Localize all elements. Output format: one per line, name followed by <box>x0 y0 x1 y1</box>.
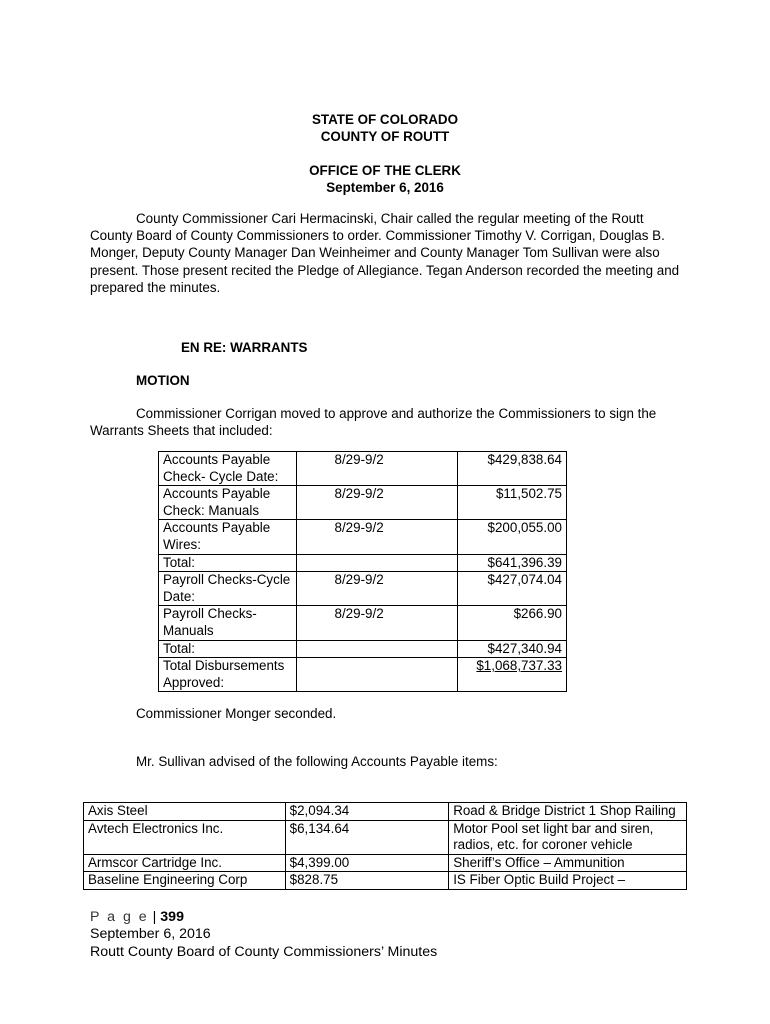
warrant-dates: 8/29-9/2 <box>297 520 457 554</box>
warrant-label: Total Disbursements Approved: <box>159 658 297 692</box>
warrant-label: Total: <box>159 554 297 572</box>
table-row <box>159 658 567 692</box>
table-row <box>159 640 567 658</box>
table-row <box>84 820 687 854</box>
page-separator: | <box>152 909 161 925</box>
warrant-label: Payroll Checks-Cycle Date: <box>159 572 297 606</box>
table-row <box>159 452 567 486</box>
footer-date: September 6, 2016 <box>90 926 211 942</box>
payable-amount: $6,134.64 <box>285 820 449 854</box>
payable-amount: $2,094.34 <box>285 803 449 821</box>
table-row <box>84 872 687 890</box>
warrant-label: Total: <box>159 640 297 658</box>
sullivan-note: Mr. Sullivan advised of the following Accounts Payable items: <box>136 754 498 769</box>
motion-paragraph: Commissioner Corrigan moved to approve and authorize the Commissioners to sign the Warrants Sheets that included: <box>90 406 657 439</box>
payable-description: Sheriff’s Office – Ammunition <box>449 854 687 872</box>
warrant-amount: $429,838.64 <box>457 452 566 486</box>
table-row <box>84 803 687 821</box>
motion-title: MOTION <box>136 373 190 388</box>
warrant-dates: 8/29-9/2 <box>297 452 457 486</box>
warrant-amount: $11,502.75 <box>457 486 566 520</box>
table-row <box>159 606 567 640</box>
warrant-dates: 8/29-9/2 <box>297 486 457 520</box>
section-title: EN RE: WARRANTS <box>181 340 308 355</box>
warrant-amount <box>457 658 566 692</box>
warrant-amount: $427,074.04 <box>457 572 566 606</box>
payable-vendor: Axis Steel <box>84 803 286 821</box>
payable-amount: $828.75 <box>285 872 449 890</box>
warrant-amount: $200,055.00 <box>457 520 566 554</box>
header-office: OFFICE OF THE CLERK <box>309 163 461 178</box>
warrant-label: Accounts Payable Check- Cycle Date: <box>159 452 297 486</box>
warrants-table <box>158 451 567 692</box>
warrant-label: Accounts Payable Wires: <box>159 520 297 554</box>
warrant-amount: $641,396.39 <box>457 554 566 572</box>
table-row <box>84 854 687 872</box>
warrant-amount: $427,340.94 <box>457 640 566 658</box>
page-label: P a g e <box>90 909 149 925</box>
payable-description: Road & Bridge District 1 Shop Railing <box>449 803 687 821</box>
payable-vendor: Baseline Engineering Corp <box>84 872 286 890</box>
payable-vendor: Armscor Cartridge Inc. <box>84 854 286 872</box>
warrant-dates <box>297 640 457 658</box>
table-row <box>159 486 567 520</box>
grand-total-amount: $1,068,737.33 <box>476 658 562 674</box>
warrant-dates <box>297 658 457 692</box>
header-date: September 6, 2016 <box>326 180 444 195</box>
footer-title: Routt County Board of County Commissioners’ Minutes <box>90 944 438 960</box>
header-county: COUNTY OF ROUTT <box>320 129 450 144</box>
table-row <box>159 554 567 572</box>
payable-description: Motor Pool set light bar and siren, radios, etc. for coroner vehicle <box>449 820 687 854</box>
seconded-text: Commissioner Monger seconded. <box>136 706 337 721</box>
warrant-label: Accounts Payable Check: Manuals <box>159 486 297 520</box>
payable-description: IS Fiber Optic Build Project – <box>449 872 687 890</box>
page-number: 399 <box>160 909 184 925</box>
warrant-dates: 8/29-9/2 <box>297 606 457 640</box>
warrant-dates <box>297 554 457 572</box>
intro-paragraph: County Commissioner Cari Hermacinski, Chair called the regular meeting of the Routt County Board of County Commissioners to order. Commissioner Timothy V. Corrigan, Douglas B. Monger, Deputy County Manager Dan Weinheimer and County Manager Tom Sullivan were also present. Those present recited the Pledge of Allegiance. Tegan Anderson recorded the meeting and prepared the minutes. <box>90 211 680 295</box>
payable-amount: $4,399.00 <box>285 854 449 872</box>
payable-vendor: Avtech Electronics Inc. <box>84 820 286 854</box>
warrant-label: Payroll Checks-Manuals <box>159 606 297 640</box>
warrant-amount: $266.90 <box>457 606 566 640</box>
header-state: STATE OF COLORADO <box>311 112 459 127</box>
warrant-dates: 8/29-9/2 <box>297 572 457 606</box>
table-row <box>159 572 567 606</box>
payables-table <box>83 802 687 890</box>
table-row <box>159 520 567 554</box>
